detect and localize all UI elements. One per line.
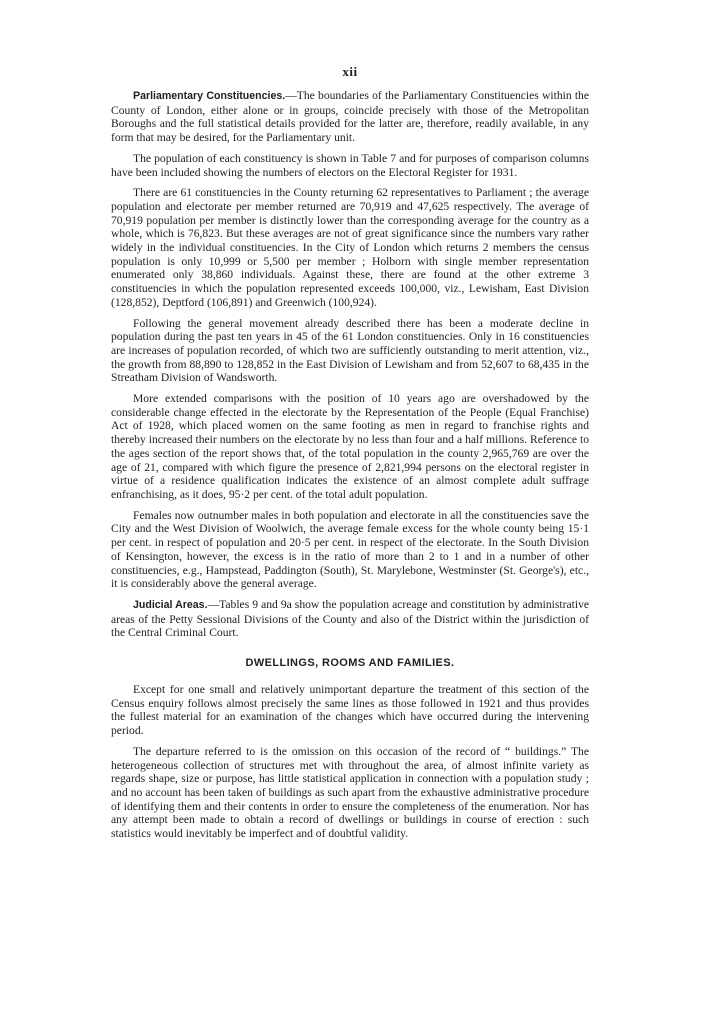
run-in-heading: Parliamentary Constituencies. xyxy=(133,90,286,102)
paragraph-constituency-averages: There are 61 constituencies in the County returning 62 representatives to Parliament ; the average population and electorate per member returned are 70,919 and 47,625 respectively. The average of 70,919 population per member is distinctly lower than the corresponding average for the country as a whole, which is 76,823. But these averages are not of great significance since the numbers vary rather widely in the individual constituencies. In the City of London which returns 2 members the census population is only 10,999 or 5,500 per member ; Holborn with single member representation enumerated only 38,860 individuals. Against these, there are found at the other extreme 3 constituencies in which the population represented exceeds 100,000, viz., Lewisham, East Division (128,852), Deptford (106,891) and Greenwich (100,924). xyxy=(111,186,589,309)
paragraph-population-decline: Following the general movement already described there has been a moderate decline in population during the past ten years in 45 of the 61 London constituencies. Only in 16 constituencies are increases of population recorded, of which two are sufficiently outstanding to merit attention, viz., the growth from 88,890 to 128,852 in the East Division of Lewisham and from 52,607 to 68,435 in the Streatham Division of Wandsworth. xyxy=(111,316,589,385)
paragraph-text: —Tables 9 and 9a show the population acreage and constitution by administrative areas of the Petty Sessional Divisions of the County and also of the District within the jurisdiction of the Central Criminal Court. xyxy=(111,597,590,640)
paragraph-judicial-areas xyxy=(111,598,589,640)
paragraph-dwellings-treatment: Except for one small and relatively unimportant departure the treatment of this section of the Census enquiry follows almost precisely the same lines as those followed in 1921 and thus provides the fullest material for an examination of the changes which have occurred during the intervening period. xyxy=(111,683,589,738)
run-in-heading: Judicial Areas. xyxy=(133,598,208,611)
paragraph-text: —The boundaries of the Parliamentary Constituencies within the County of London, either alone or in groups, coincide precisely with those of the Metropolitan Boroughs and the full statistical details provided for the latter are, therefore, readily available, in any form that may be desired, for the Parliamentary unit. xyxy=(111,89,589,145)
paragraph-population-table: The population of each constituency is shown in Table 7 and for purposes of comparison columns have been included showing the numbers of electors on the Electoral Register for 1931. xyxy=(111,151,589,179)
document-page xyxy=(111,64,589,848)
paragraph-female-excess: Females now outnumber males in both population and electorate in all the constituencies save the City and the West Division of Woolwich, the average female excess for the whole county being 15·1 per cent. in respect of population and 20·5 per cent. in respect of the electorate. In the South Division of Kensington, however, the excess is in the ratio of more than 2 to 1 and in a number of other constituencies, e.g., Hampstead, Paddington (South), St. Marylebone, Westminster (St. George's), etc., it is considerably above the general average. xyxy=(111,508,589,591)
paragraph-parliamentary-constituencies xyxy=(111,89,589,145)
paragraph-electorate-comparison: More extended comparisons with the position of 10 years ago are overshadowed by the considerable change effected in the electorate by the Representation of the People (Equal Franchise) Act of 1928, which placed women on the same footing as men in regard to franchise rights and thereby increased their numbers on the electorate by no less than four and a half millions. Reference to the ages section of the report shows that, of the total population in the county 2,965,769 are over the age of 21, compared with which figure the presence of 2,821,994 persons on the electoral register in virtue of a residence qualification indicates the existence of an almost complete adult suffrage enfranchising, as it does, 95·2 per cent. of the total adult population. xyxy=(111,392,589,501)
paragraph-buildings-omission: The departure referred to is the omission on this occasion of the record of “ buildings.” The heterogeneous collection of structures met with throughout the area, of almost infinite variety as regards shape, size or purpose, has little statistical application in connection with a population study ; and no account has been taken of buildings as such apart from the exhaustive administrative procedure of identifying them and their contents in order to ensure the completeness of the enumeration. Nor has any attempt been made to obtain a record of dwellings or buildings in course of erection : such statistics would inevitably be imperfect and of doubtful validity. xyxy=(111,744,589,841)
page-number: xii xyxy=(342,64,358,79)
section-heading: DWELLINGS, ROOMS AND FAMILIES. xyxy=(245,657,455,670)
